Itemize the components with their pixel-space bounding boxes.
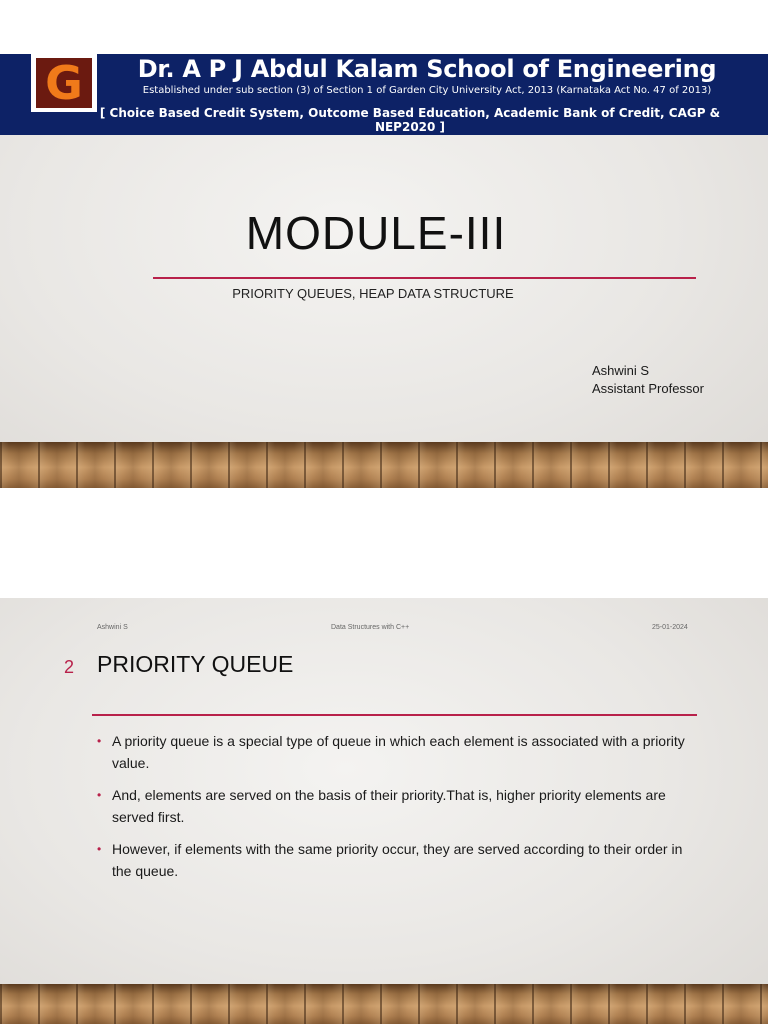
wood-floor-decoration [0, 984, 768, 1024]
logo-letter: G [45, 56, 83, 110]
college-header-banner [0, 54, 768, 135]
content-slide [0, 598, 768, 1024]
footer-author: Ashwini S [97, 624, 128, 631]
title-slide [0, 54, 768, 488]
bullet-list [97, 730, 687, 892]
college-logo [31, 54, 97, 112]
bullet-dot-icon: • [97, 788, 102, 802]
bullet-item [97, 784, 687, 828]
footer-date: 25-01-2024 [652, 624, 688, 631]
bullet-text: And, elements are served on the basis of their priority.That is, higher priority elements are served first. [112, 787, 666, 825]
logo-mark [36, 58, 92, 108]
bullet-item [97, 838, 687, 882]
title-divider [153, 277, 696, 279]
bullet-dot-icon: • [97, 842, 102, 856]
bullet-text: A priority queue is a special type of queue in which each element is associated with a priority value. [112, 733, 685, 771]
author-role: Assistant Professor [592, 381, 704, 396]
wood-floor-decoration [0, 442, 768, 488]
bullet-dot-icon: • [97, 734, 102, 748]
author-name: Ashwini S [592, 363, 650, 378]
bullet-item [97, 730, 687, 774]
school-name: Dr. A P J Abdul Kalam School of Engineering [137, 55, 717, 83]
slide-heading: PRIORITY QUEUE [97, 651, 294, 677]
module-title: MODULE-III [245, 207, 507, 259]
slide-number: 2 [64, 657, 75, 677]
heading-divider [92, 714, 697, 716]
established-note: Established under sub section (3) of Section 1 of Garden City University Act, 2013 (Karnataka Act No. 47 of 2013) [142, 85, 712, 96]
accreditation-line: [ Choice Based Credit System, Outcome Based Education, Academic Bank of Credit, CAGP & NEP2020 ] [99, 106, 721, 134]
module-subtitle: PRIORITY QUEUES, HEAP DATA STRUCTURE [232, 286, 514, 301]
bullet-text: However, if elements with the same priority occur, they are served according to their order in the queue. [112, 841, 683, 879]
footer-course: Data Structures with C++ [331, 624, 410, 631]
